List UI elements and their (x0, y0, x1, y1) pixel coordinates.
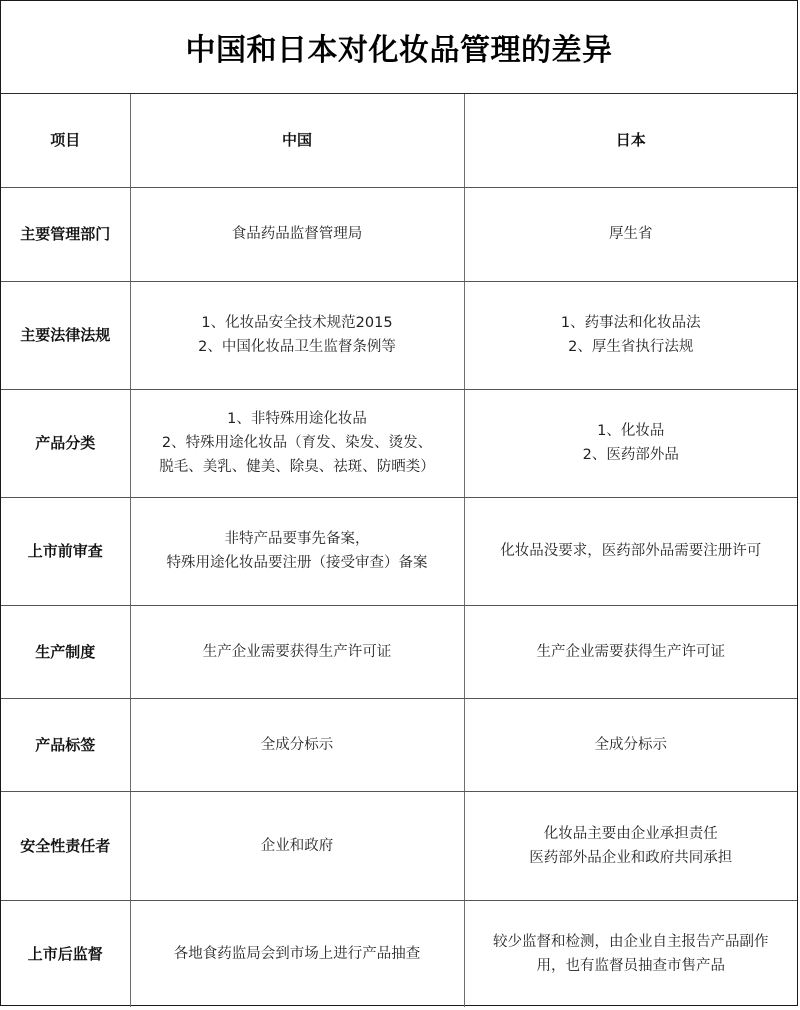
cell-text-line: 2、厚生省执行法规 (568, 339, 694, 355)
row-label: 主要法律法规 (1, 281, 130, 389)
row-label: 生产制度 (1, 605, 130, 698)
table-row (1, 389, 797, 497)
cell-text-line: 食品药品监督管理局 (231, 226, 363, 242)
cell-text-line: 1、非特殊用途化妆品 (227, 411, 367, 427)
cell-japan (464, 187, 797, 281)
cell-text-line: 用，也有监督员抽查市售产品 (536, 957, 725, 974)
row-label: 上市前审查 (1, 497, 130, 605)
row-label: 安全性责任者 (1, 791, 130, 900)
cell-japan (464, 497, 797, 605)
cell-text-line: 2、中国化妆品卫生监督条例等 (198, 339, 396, 355)
cell-japan (464, 605, 797, 698)
cell-japan (464, 698, 797, 791)
cell-text-line: 医药部外品企业和政府共同承担 (529, 849, 733, 866)
table-row (1, 900, 797, 1007)
table-row (1, 698, 797, 791)
cell-japan (464, 281, 797, 389)
comparison-table (1, 94, 797, 1007)
cell-text-line: 各地食药监局会到市场上进行产品抽查 (173, 945, 421, 962)
cell-china (130, 497, 464, 605)
cell-text-line: 2、医药部外品 (582, 447, 679, 463)
table-row (1, 497, 797, 605)
table-row (1, 281, 797, 389)
row-label: 产品分类 (1, 389, 130, 497)
cell-china (130, 900, 464, 1007)
cell-text-line: 化妆品主要由企业承担责任 (543, 825, 718, 842)
cell-china (130, 698, 464, 791)
cell-text-line: 生产企业需要获得生产许可证 (202, 643, 392, 660)
row-label: 上市后监督 (1, 900, 130, 1007)
cell-china (130, 389, 464, 497)
page-title: 中国和日本对化妆品管理的差异 (185, 33, 613, 68)
cell-text-line: 较少监督和检测，由企业自主报告产品副作 (493, 933, 769, 950)
cell-text-line: 2、特殊用途化妆品（育发、染发、烫发、 (161, 435, 433, 451)
cell-text-line: 脱毛、美乳、健美、除臭、祛斑、防晒类） (159, 459, 435, 475)
cell-text-line: 特殊用途化妆品要注册（接受审查）备案 (166, 555, 428, 571)
cell-text-line: 非特产品要事先备案， (224, 531, 370, 547)
row-label: 主要管理部门 (1, 187, 130, 281)
title-row (1, 1, 797, 94)
cell-japan (464, 900, 797, 1007)
cell-text-line: 厚生省 (609, 226, 653, 242)
header-china: 中国 (130, 94, 464, 187)
cell-japan (464, 791, 797, 900)
cell-china (130, 281, 464, 389)
cell-text-line: 1、化妆品 (597, 423, 665, 439)
cell-text-line: 全成分标示 (260, 736, 334, 753)
cell-china (130, 187, 464, 281)
table-header-row (1, 94, 797, 187)
header-japan: 日本 (464, 94, 797, 187)
cell-text-line: 生产企业需要获得生产许可证 (536, 643, 725, 660)
row-label: 产品标签 (1, 698, 130, 791)
cell-text-line: 1、化妆品安全技术规范2015 (201, 315, 393, 331)
cell-china (130, 605, 464, 698)
table-row (1, 187, 797, 281)
cell-text-line: 全成分标示 (594, 736, 667, 753)
cell-text-line: 企业和政府 (260, 837, 334, 854)
cell-text-line: 化妆品没要求，医药部外品需要注册许可 (500, 543, 762, 559)
table-row (1, 605, 797, 698)
table-row (1, 791, 797, 900)
header-item: 项目 (1, 94, 130, 187)
cell-text-line: 1、药事法和化妆品法 (560, 315, 701, 331)
cell-japan (464, 389, 797, 497)
cell-china (130, 791, 464, 900)
